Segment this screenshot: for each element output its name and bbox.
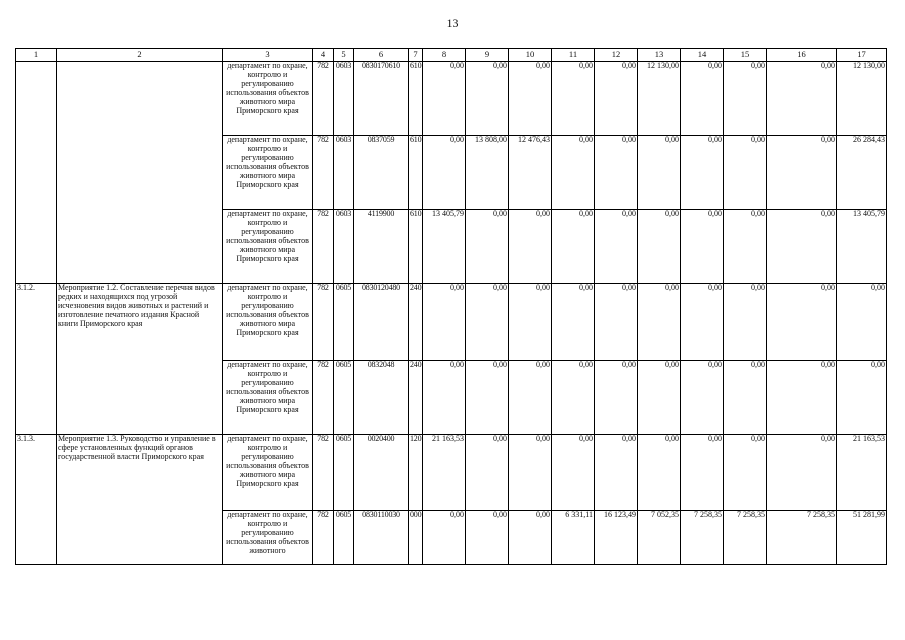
amount-cell: 0,00	[466, 62, 509, 136]
amount-cell: 0,00	[509, 361, 552, 435]
col-header: 10	[509, 49, 552, 62]
total-cell: 0,00	[837, 361, 887, 435]
amount-cell: 0,00	[509, 284, 552, 361]
amount-cell: 0,00	[466, 511, 509, 565]
amount-cell: 0,00	[724, 284, 767, 361]
grbs-code: 782	[313, 136, 334, 210]
amount-cell: 7 258,35	[767, 511, 837, 565]
col-header: 11	[552, 49, 595, 62]
section-code: 0605	[334, 284, 354, 361]
amount-cell: 0,00	[767, 284, 837, 361]
target-article: 0832048	[354, 361, 409, 435]
total-cell: 13 405,79	[837, 210, 887, 284]
measure-code: 3.1.3.	[16, 435, 57, 565]
amount-cell: 7 052,35	[638, 511, 681, 565]
amount-cell: 0,00	[552, 62, 595, 136]
target-article: 0830110030	[354, 511, 409, 565]
executor: департамент по охране, контролю и регулированию использования объектов животного	[223, 511, 313, 565]
amount-cell: 0,00	[595, 435, 638, 511]
amount-cell: 6 331,11	[552, 511, 595, 565]
amount-cell: 0,00	[767, 210, 837, 284]
amount-cell: 12 476,43	[509, 136, 552, 210]
amount-cell: 0,00	[595, 62, 638, 136]
col-header: 15	[724, 49, 767, 62]
amount-cell: 0,00	[466, 361, 509, 435]
amount-cell: 0,00	[638, 284, 681, 361]
amount-cell: 0,00	[767, 136, 837, 210]
amount-cell: 16 123,49	[595, 511, 638, 565]
measure-title: Мероприятие 1.2. Составление перечня видов редких и находящихся под угрозой исчезновения видов животных и растений и изготовление печатного издания Красной книги Приморского края	[57, 284, 223, 435]
col-header: 6	[354, 49, 409, 62]
amount-cell: 12 130,00	[638, 62, 681, 136]
col-header: 1	[16, 49, 57, 62]
target-article: 0830170610	[354, 62, 409, 136]
col-header: 12	[595, 49, 638, 62]
amount-cell: 0,00	[423, 511, 466, 565]
amount-cell: 0,00	[595, 136, 638, 210]
amount-cell: 0,00	[681, 210, 724, 284]
amount-cell: 21 163,53	[423, 435, 466, 511]
grbs-code: 782	[313, 210, 334, 284]
target-article: 0837059	[354, 136, 409, 210]
amount-cell: 0,00	[724, 210, 767, 284]
amount-cell: 0,00	[466, 210, 509, 284]
amount-cell: 0,00	[724, 435, 767, 511]
measure-title: Мероприятие 1.3. Руководство и управление в сфере установленных функций органов государственной власти Приморского края	[57, 435, 223, 565]
amount-cell: 0,00	[595, 284, 638, 361]
amount-cell: 0,00	[509, 435, 552, 511]
grbs-code: 782	[313, 284, 334, 361]
amount-cell: 0,00	[724, 136, 767, 210]
target-article: 0020400	[354, 435, 409, 511]
page-number: 13	[446, 16, 459, 30]
col-header: 8	[423, 49, 466, 62]
amount-cell: 0,00	[466, 435, 509, 511]
col-header: 2	[57, 49, 223, 62]
grbs-code: 782	[313, 511, 334, 565]
total-cell: 0,00	[837, 284, 887, 361]
total-cell: 51 281,99	[837, 511, 887, 565]
amount-cell: 0,00	[724, 62, 767, 136]
measure-code	[16, 62, 57, 284]
executor: департамент по охране, контролю и регулированию использования объектов животного мира Приморского края	[223, 361, 313, 435]
table-row	[16, 62, 887, 136]
section-code: 0605	[334, 435, 354, 511]
expense-type: 240	[409, 284, 423, 361]
amount-cell: 0,00	[681, 284, 724, 361]
amount-cell: 0,00	[466, 284, 509, 361]
expense-type: 000	[409, 511, 423, 565]
executor: департамент по охране, контролю и регулированию использования объектов животного мира Приморского края	[223, 435, 313, 511]
executor: департамент по охране, контролю и регулированию использования объектов животного мира Приморского края	[223, 136, 313, 210]
section-code: 0605	[334, 361, 354, 435]
section-code: 0603	[334, 136, 354, 210]
col-header: 7	[409, 49, 423, 62]
amount-cell: 0,00	[423, 62, 466, 136]
amount-cell: 0,00	[423, 361, 466, 435]
amount-cell: 0,00	[595, 210, 638, 284]
target-article: 0830120480	[354, 284, 409, 361]
section-code: 0603	[334, 62, 354, 136]
amount-cell: 0,00	[638, 136, 681, 210]
total-cell: 21 163,53	[837, 435, 887, 511]
amount-cell: 0,00	[767, 435, 837, 511]
amount-cell: 0,00	[681, 62, 724, 136]
section-code: 0603	[334, 210, 354, 284]
total-cell: 26 284,43	[837, 136, 887, 210]
amount-cell: 13 405,79	[423, 210, 466, 284]
amount-cell: 0,00	[724, 361, 767, 435]
amount-cell: 7 258,35	[681, 511, 724, 565]
col-header: 4	[313, 49, 334, 62]
col-header: 5	[334, 49, 354, 62]
amount-cell: 0,00	[509, 511, 552, 565]
amount-cell: 0,00	[681, 361, 724, 435]
amount-cell: 0,00	[423, 136, 466, 210]
col-header: 16	[767, 49, 837, 62]
amount-cell: 0,00	[767, 361, 837, 435]
target-article: 4119900	[354, 210, 409, 284]
executor: департамент по охране, контролю и регулированию использования объектов животного мира Приморского края	[223, 62, 313, 136]
section-code: 0605	[334, 511, 354, 565]
executor: департамент по охране, контролю и регулированию использования объектов животного мира Приморского края	[223, 210, 313, 284]
amount-cell: 0,00	[509, 62, 552, 136]
grbs-code: 782	[313, 435, 334, 511]
amount-cell: 7 258,35	[724, 511, 767, 565]
measure-title	[57, 62, 223, 284]
budget-table	[15, 48, 887, 565]
table-row	[16, 435, 887, 511]
expense-type: 240	[409, 361, 423, 435]
amount-cell: 0,00	[552, 284, 595, 361]
grbs-code: 782	[313, 62, 334, 136]
expense-type: 610	[409, 210, 423, 284]
amount-cell: 0,00	[552, 210, 595, 284]
col-header: 17	[837, 49, 887, 62]
col-header: 9	[466, 49, 509, 62]
executor: департамент по охране, контролю и регулированию использования объектов животного мира Приморского края	[223, 284, 313, 361]
expense-type: 120	[409, 435, 423, 511]
grbs-code: 782	[313, 361, 334, 435]
col-header: 13	[638, 49, 681, 62]
amount-cell: 13 808,00	[466, 136, 509, 210]
total-cell: 12 130,00	[837, 62, 887, 136]
amount-cell: 0,00	[767, 62, 837, 136]
col-header: 3	[223, 49, 313, 62]
amount-cell: 0,00	[552, 361, 595, 435]
col-header: 14	[681, 49, 724, 62]
amount-cell: 0,00	[638, 361, 681, 435]
amount-cell: 0,00	[552, 435, 595, 511]
amount-cell: 0,00	[595, 361, 638, 435]
expense-type: 610	[409, 136, 423, 210]
expense-type: 610	[409, 62, 423, 136]
table-row	[16, 284, 887, 361]
amount-cell: 0,00	[509, 210, 552, 284]
amount-cell: 0,00	[638, 435, 681, 511]
header-row	[16, 49, 887, 62]
amount-cell: 0,00	[552, 136, 595, 210]
measure-code: 3.1.2.	[16, 284, 57, 435]
amount-cell: 0,00	[638, 210, 681, 284]
amount-cell: 0,00	[681, 435, 724, 511]
amount-cell: 0,00	[423, 284, 466, 361]
amount-cell: 0,00	[681, 136, 724, 210]
